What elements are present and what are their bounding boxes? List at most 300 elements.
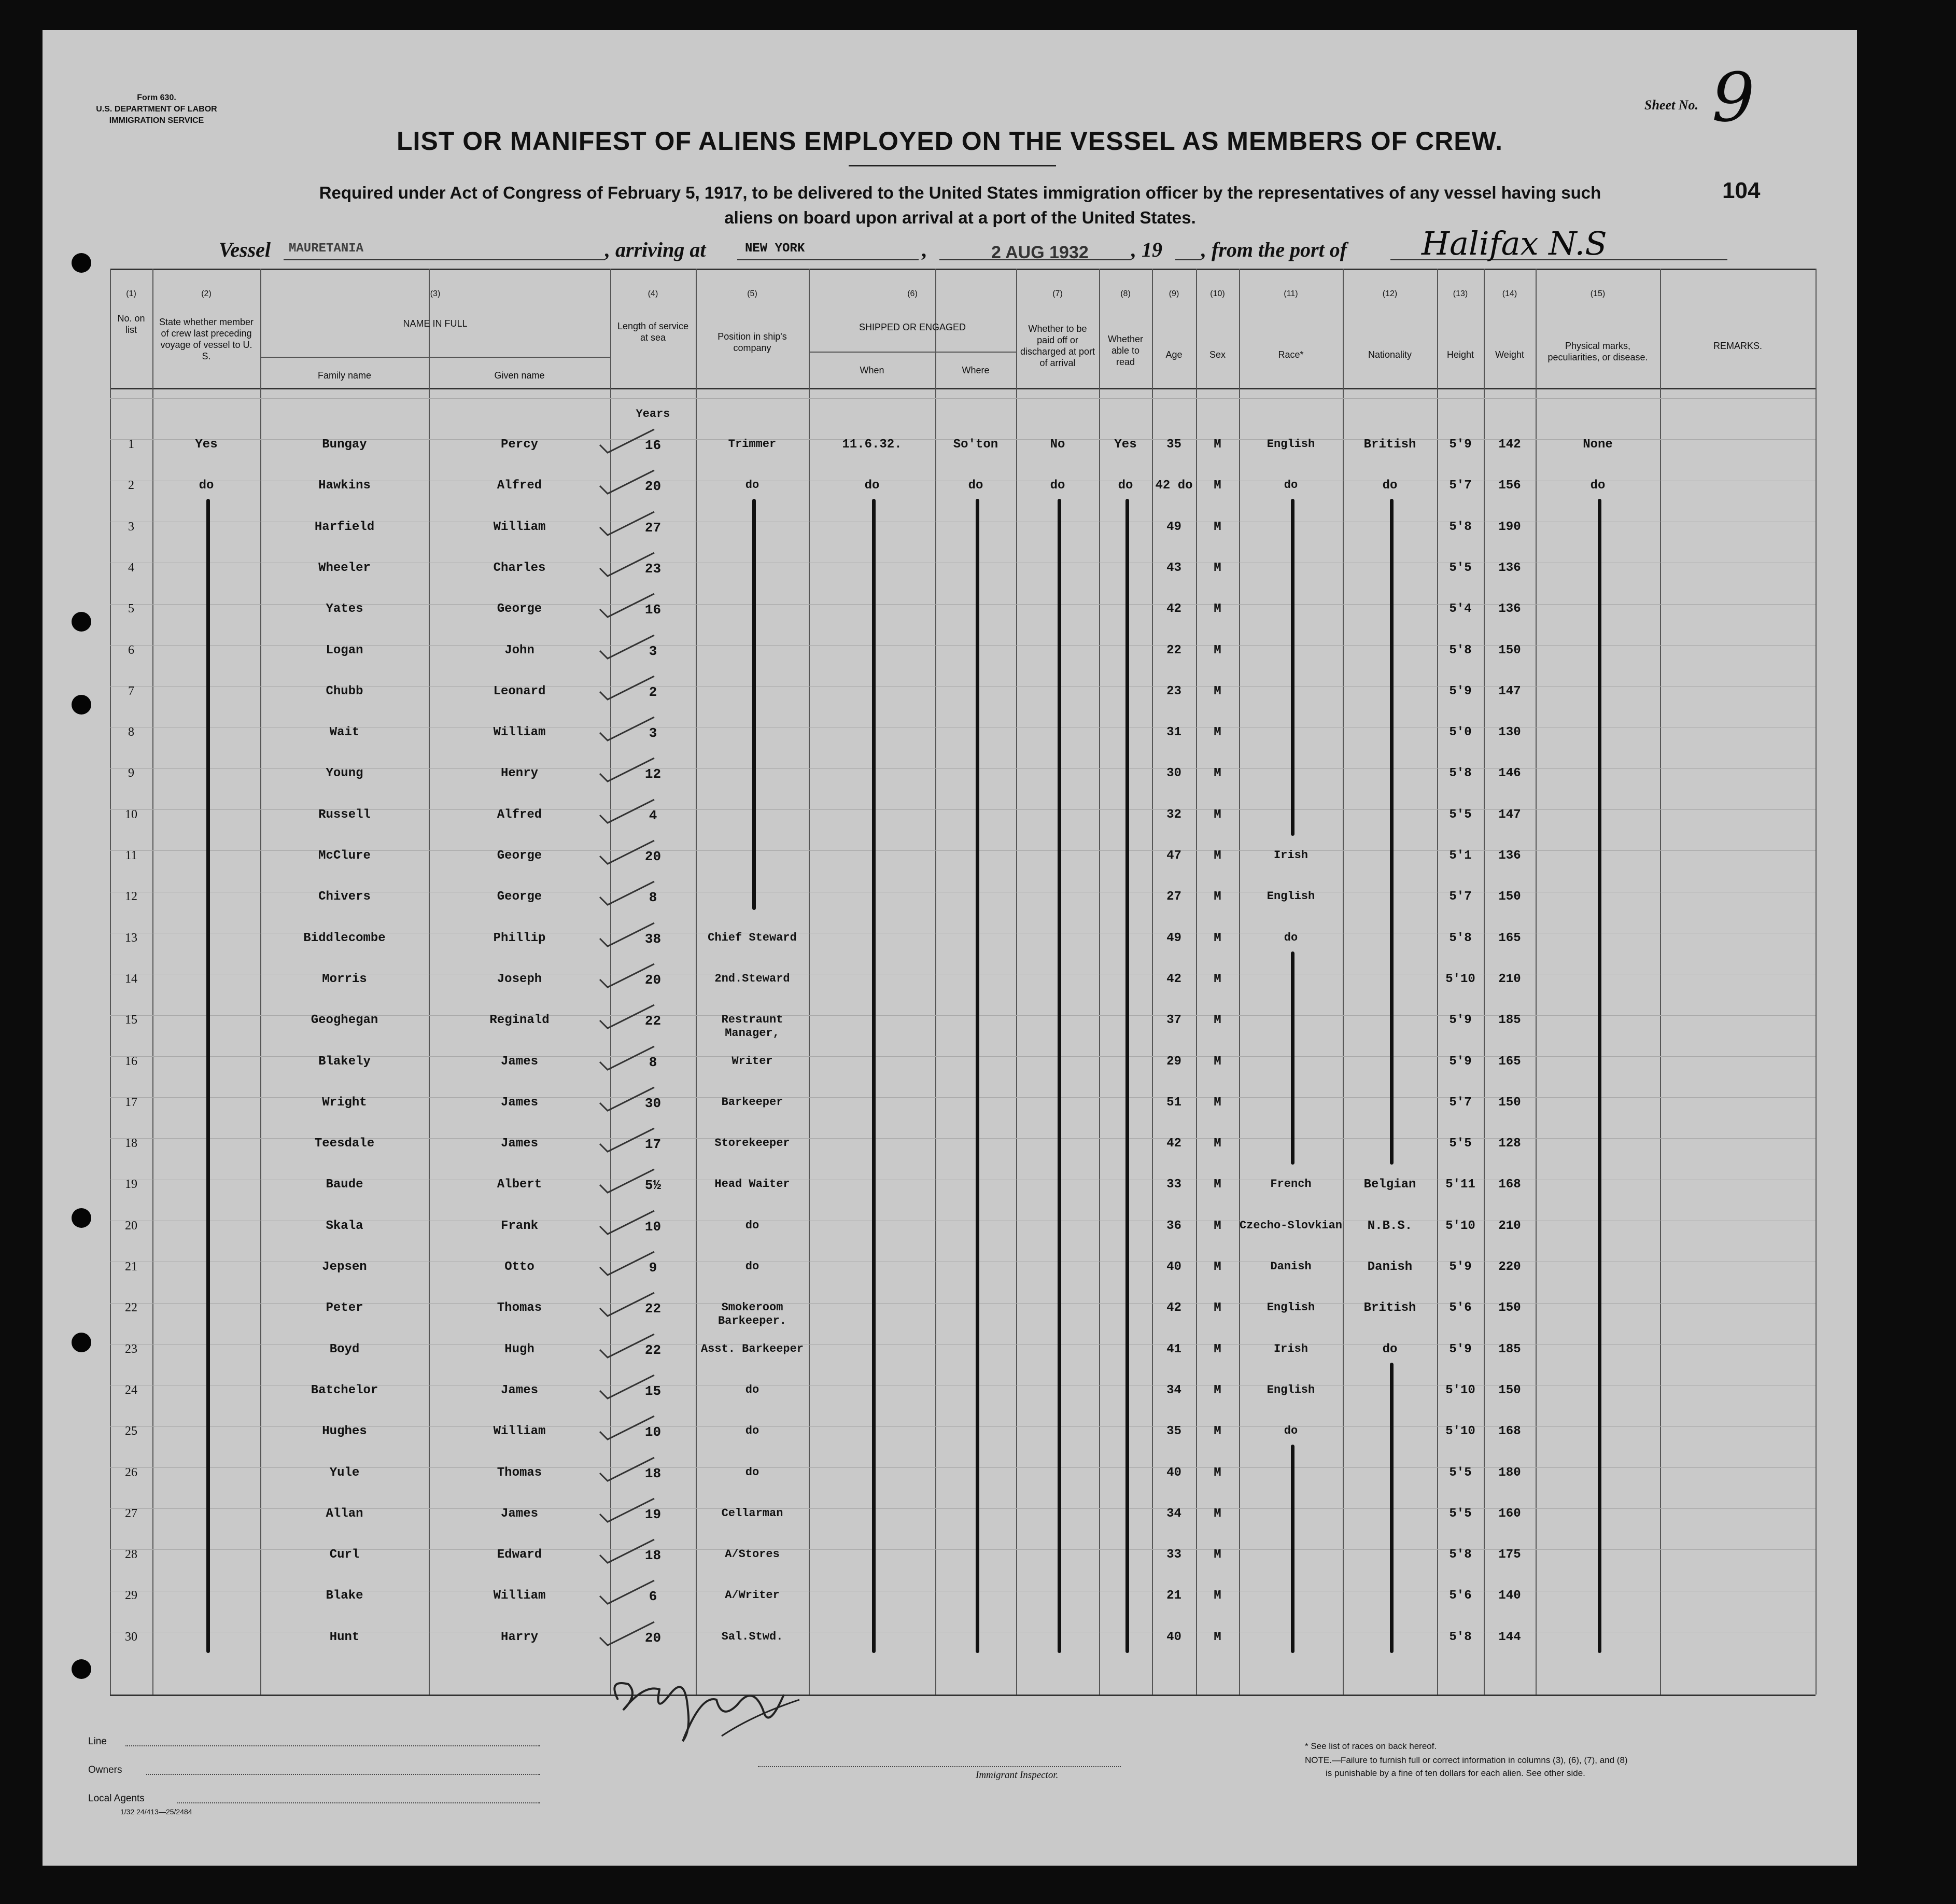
weight-cell: 168 [1498,1178,1521,1192]
row-number: 5 [128,602,134,616]
family-name-cell: Wait [329,725,360,740]
given-name-cell: George [497,849,542,863]
sex-cell: M [1214,438,1221,452]
given-name-cell: Charles [493,561,546,575]
weight-cell: 185 [1498,1342,1521,1356]
given-name-cell: Alfred [497,807,542,822]
family-name-cell: Logan [326,643,363,657]
age-cell: 23 [1166,684,1181,698]
row-number: 14 [125,972,137,986]
height-cell: 5'7 [1449,1095,1472,1110]
ditto-stroke [1058,499,1061,1653]
column-header: Age [1165,349,1183,360]
weight-cell: 144 [1498,1630,1521,1644]
note-line-2: is punishable by a fine of ten dollars for each alien. See other side. [1326,1768,1585,1778]
service-length-cell: 18 [644,1465,662,1481]
column-number: (12) [1382,289,1398,298]
row-number: 17 [125,1095,137,1109]
position-cell: Chief Steward [708,931,797,944]
weight-cell: 140 [1498,1589,1521,1603]
service-length-cell: 12 [644,766,662,782]
able-to-read-cell: Yes [1114,438,1137,452]
from-label: , from the port of [1201,238,1347,261]
sheet-number: 9 [1712,58,1755,137]
sex-cell: M [1214,807,1221,822]
position-cell: do [745,479,759,492]
row-number: 13 [125,931,137,945]
previous-voyage-cell: Yes [195,438,218,452]
given-name-cell: Phillip [493,931,546,945]
column-header: Whether to be paid off or discharged at port of arrival [1020,324,1095,368]
tally-check-mark [597,961,659,992]
family-name-cell: Geoghegan [311,1013,378,1028]
arriving-label: , arriving at [605,238,706,261]
service-length-cell: 3 [649,725,657,741]
race-cell: English [1267,1383,1315,1396]
age-cell: 32 [1166,807,1181,822]
given-name-cell: James [500,1506,538,1521]
weight-cell: 165 [1498,1054,1521,1069]
position-cell: do [745,1424,759,1438]
position-cell: Barkeeper [721,1095,783,1109]
sex-cell: M [1214,849,1221,863]
weight-cell: 220 [1498,1260,1521,1274]
age-cell: 47 [1166,849,1181,863]
sex-cell: M [1214,1095,1221,1110]
row-number: 18 [125,1137,137,1151]
height-cell: 5'8 [1449,1630,1472,1644]
column-header: Whether able to read [1107,334,1144,367]
owners-label: Owners [88,1765,122,1775]
position-cell: Writer [731,1054,773,1068]
row-number: 12 [125,890,137,904]
position-cell: Asst. Barkeeper [700,1342,804,1355]
position-cell: do [745,1465,759,1479]
height-cell: 5'5 [1449,561,1472,575]
family-name-cell: Hunt [329,1630,360,1644]
weight-cell: 150 [1498,1383,1521,1397]
column-number: (6) [907,289,918,298]
row-number: 24 [125,1383,137,1397]
sex-cell: M [1214,1589,1221,1603]
sex-cell: M [1214,1424,1221,1439]
inspector-dotted [758,1766,1121,1767]
race-cell: English [1267,438,1315,451]
tally-check-mark [597,550,659,581]
weight-cell: 190 [1498,520,1521,534]
grid-line [110,269,1816,270]
service-length-cell: 2 [649,684,657,700]
age-cell: 33 [1166,1178,1181,1192]
position-cell: A/Writer [725,1589,780,1602]
given-name-cell: James [500,1095,538,1110]
family-name-cell: Chivers [318,890,371,904]
family-name-cell: Teesdale [314,1137,375,1151]
row-number: 15 [125,1013,137,1027]
column-header: When [860,365,884,375]
row-number: 6 [128,643,134,657]
position-cell: do [745,1260,759,1273]
column-number: (5) [747,289,757,298]
family-name-cell: Peter [326,1301,363,1315]
ditto-stroke [752,499,756,910]
row-number: 16 [125,1054,137,1068]
family-name-cell: Blake [326,1589,363,1603]
note-line-1: NOTE.—Failure to furnish full or correct information in columns (3), (6), (7), and (8) [1305,1755,1628,1765]
service-length-cell: 15 [644,1383,662,1399]
column-header: Physical marks, peculiarities, or disease. [1547,341,1648,362]
ditto-stroke [976,499,979,1653]
given-name-cell: John [504,643,534,657]
comma-separator: , [921,238,926,261]
column-number: (3) [430,289,441,298]
vessel-name: MAURETANIA [289,242,364,256]
height-cell: 5'5 [1449,1137,1472,1151]
weight-cell: 165 [1498,931,1521,945]
family-name-cell: Chubb [326,684,363,698]
manifest-sheet [43,30,1857,1866]
age-cell: 30 [1166,766,1181,781]
tally-check-mark [597,1208,659,1239]
inspector-signature [597,1663,815,1752]
column-header: Sex [1209,349,1226,360]
ditto-stroke [1598,499,1601,1653]
service-length-cell: 22 [644,1342,662,1358]
tally-check-mark [597,715,659,746]
given-name-cell: Henry [500,766,538,781]
given-name-cell: James [500,1383,538,1397]
age-cell: 27 [1166,890,1181,904]
family-name-cell: Boyd [329,1342,360,1356]
tally-check-mark [597,1002,659,1033]
given-name-cell: Harry [500,1630,538,1644]
age-cell: 34 [1166,1383,1181,1397]
height-cell: 5'5 [1449,1506,1472,1521]
tally-check-mark [597,427,659,458]
age-cell: 29 [1166,1054,1181,1069]
service-length-cell: 6 [649,1589,657,1605]
column-number: (15) [1590,289,1606,298]
physical-marks-cell: do [1590,479,1606,493]
given-name-cell: George [497,602,542,617]
height-cell: 5'4 [1449,602,1472,617]
service-length-cell: 16 [644,438,662,453]
age-cell: 42 do [1155,479,1193,493]
race-cell: Danish [1270,1260,1312,1273]
sex-cell: M [1214,1342,1221,1356]
tally-check-mark [597,674,659,705]
sex-cell: M [1214,1301,1221,1315]
column-header: Position in ship's company [717,331,787,353]
row-number: 9 [128,766,134,780]
shipped-when-cell: 11.6.32. [842,438,902,452]
column-number: (4) [648,289,658,298]
sex-cell: M [1214,890,1221,904]
tally-check-mark [597,1332,659,1363]
column-header: State whether member of crew last preceding voyage of vessel to U. S. [159,317,254,361]
nationality-cell: Belgian [1363,1178,1416,1192]
height-cell: 5'10 [1445,1383,1475,1397]
age-cell: 31 [1166,725,1181,740]
height-cell: 5'1 [1449,849,1472,863]
given-name-cell: Albert [497,1178,542,1192]
sex-cell: M [1214,1219,1221,1233]
weight-cell: 150 [1498,1301,1521,1315]
column-header: NAME IN FULL [403,318,468,329]
column-header: No. on list [117,313,145,335]
service-length-cell: 27 [644,520,662,536]
height-cell: 5'8 [1449,931,1472,945]
age-cell: 42 [1166,602,1181,617]
owners-dotted [146,1774,540,1775]
row-number: 23 [125,1342,137,1356]
height-cell: 5'9 [1449,1260,1472,1274]
able-to-read-cell: do [1118,479,1133,493]
tally-check-mark [597,1496,659,1527]
row-number: 21 [125,1260,137,1273]
height-cell: 5'9 [1449,1054,1472,1069]
vessel-label: Vessel [219,238,271,261]
weight-cell: 128 [1498,1137,1521,1151]
family-name-cell: Skala [326,1219,363,1233]
weight-cell: 150 [1498,643,1521,657]
age-cell: 43 [1166,561,1181,575]
grid-line [110,1695,1816,1696]
height-cell: 5'9 [1449,684,1472,698]
sex-cell: M [1214,1178,1221,1192]
weight-cell: 175 [1498,1548,1521,1562]
service-length-cell: 20 [644,849,662,864]
position-cell: Storekeeper [714,1137,790,1150]
service-name: IMMIGRATION SERVICE [109,116,204,125]
column-header: REMARKS. [1713,341,1763,351]
height-cell: 5'10 [1445,972,1475,986]
service-length-cell: 20 [644,1630,662,1646]
tally-check-mark [597,633,659,664]
age-cell: 33 [1166,1548,1181,1562]
tally-check-mark [597,1290,659,1321]
nationality-cell: do [1382,479,1398,493]
service-length-cell: 20 [644,972,662,988]
race-cell: do [1284,931,1298,944]
service-length-cell: 20 [644,479,662,495]
inspector-label: Immigrant Inspector. [976,1770,1059,1781]
position-cell: Cellarman [721,1506,783,1520]
tally-check-mark [597,1578,659,1609]
column-header: Nationality [1368,349,1412,360]
age-cell: 35 [1166,438,1181,452]
service-length-cell: 10 [644,1424,662,1440]
tally-check-mark [597,1044,659,1075]
column-header: Family name [317,370,372,381]
family-name-cell: Allan [326,1506,363,1521]
family-name-cell: Bungay [322,438,367,452]
age-cell: 40 [1166,1465,1181,1480]
race-cell: Irish [1273,1342,1308,1355]
years-label: Years [636,408,670,421]
tally-check-mark [597,1249,659,1280]
height-cell: 5'8 [1449,643,1472,657]
given-name-cell: Percy [500,438,538,452]
service-length-cell: 17 [644,1137,662,1153]
height-cell: 5'11 [1445,1178,1475,1192]
binder-hole [72,1208,91,1228]
weight-cell: 180 [1498,1465,1521,1480]
ditto-stroke [206,499,210,1653]
position-cell: Smokeroom Barkeeper. [717,1301,787,1328]
tally-check-mark [597,879,659,910]
race-cell: Czecho-Slovkian [1239,1219,1343,1232]
family-name-cell: Harfield [314,520,375,534]
manifest-table [43,30,1857,1866]
ditto-stroke [1390,1363,1394,1653]
age-cell: 49 [1166,931,1181,945]
sex-cell: M [1214,1054,1221,1069]
row-number: 26 [125,1465,137,1479]
row-number: 25 [125,1424,137,1438]
row-number: 8 [128,725,134,739]
grid-line [1816,269,1817,1695]
sex-cell: M [1214,1383,1221,1397]
family-name-cell: Batchelor [311,1383,378,1397]
column-header: Given name [494,370,545,381]
subtitle-line-1: Required under Act of Congress of February 5, 1917, to be delivered to the United States immigration officer by the representatives of any vessel having such [319,183,1601,202]
sex-cell: M [1214,643,1221,657]
column-header: Race* [1278,349,1304,360]
given-name-cell: James [500,1054,538,1069]
weight-cell: 210 [1498,1219,1521,1233]
age-cell: 35 [1166,1424,1181,1439]
given-name-cell: Frank [500,1219,538,1233]
line-label: Line [88,1736,107,1747]
given-name-cell: William [493,1589,546,1603]
family-name-cell: Curl [329,1548,360,1562]
column-header: Weight [1495,349,1524,360]
row-number: 20 [125,1219,137,1233]
arriving-port: NEW YORK [745,242,805,256]
given-name-cell: Thomas [497,1465,542,1480]
family-name-cell: Jepsen [322,1260,367,1274]
weight-cell: 156 [1498,479,1521,493]
given-name-cell: Otto [504,1260,534,1274]
grid-line [260,357,610,358]
given-name-cell: Leonard [493,684,546,698]
age-cell: 34 [1166,1506,1181,1521]
page-stamp: 104 [1722,178,1761,203]
age-cell: 42 [1166,1301,1181,1315]
height-cell: 5'9 [1449,438,1472,452]
column-number: (8) [1120,289,1131,298]
local-agents-label: Local Agents [88,1793,145,1804]
column-header: Height [1446,349,1474,360]
age-cell: 37 [1166,1013,1181,1028]
column-header: Where [962,365,990,375]
height-cell: 5'7 [1449,890,1472,904]
height-cell: 5'5 [1449,807,1472,822]
tally-check-mark [597,1167,659,1198]
grid-line [809,352,1016,353]
sex-cell: M [1214,931,1221,945]
ditto-stroke [1291,499,1294,835]
column-number: (10) [1210,289,1225,298]
race-cell: English [1267,1301,1315,1314]
position-cell: Trimmer [728,438,777,451]
height-cell: 5'10 [1445,1424,1475,1439]
page-title: LIST OR MANIFEST OF ALIENS EMPLOYED ON THE VESSEL AS MEMBERS OF CREW. [397,127,1503,156]
tally-check-mark [597,591,659,622]
binder-hole [72,253,91,273]
sex-cell: M [1214,1013,1221,1028]
nationality-cell: British [1363,1301,1416,1315]
race-cell: do [1284,1424,1298,1438]
sheet-number-label: Sheet No. [1644,97,1698,113]
row-number: 29 [125,1589,137,1603]
tally-check-mark [597,1373,659,1404]
service-length-cell: 16 [644,602,662,618]
service-length-cell: 19 [644,1506,662,1522]
weight-cell: 146 [1498,766,1521,781]
weight-cell: 136 [1498,561,1521,575]
shipped-where-cell: do [968,479,983,493]
previous-voyage-cell: do [199,479,214,493]
grid-line [110,388,1816,389]
weight-cell: 147 [1498,684,1521,698]
shipped-where-cell: So'ton [953,438,998,452]
sex-cell: M [1214,1630,1221,1644]
given-name-cell: William [493,520,546,534]
race-cell: Irish [1273,849,1308,862]
row-number: 10 [125,807,137,821]
sex-cell: M [1214,766,1221,781]
tally-check-mark [597,838,659,869]
weight-cell: 150 [1498,890,1521,904]
sex-cell: M [1214,561,1221,575]
family-name-cell: Baude [326,1178,363,1192]
row-number: 22 [125,1301,137,1315]
race-cell: English [1267,890,1315,903]
grid-line [1660,269,1661,1695]
weight-cell: 168 [1498,1424,1521,1439]
service-length-cell: 22 [644,1013,662,1029]
family-name-cell: Young [326,766,363,781]
row-number: 30 [125,1630,137,1644]
service-length-cell: 18 [644,1548,662,1564]
sex-cell: M [1214,1137,1221,1151]
column-number: (13) [1453,289,1468,298]
paid-off-cell: do [1050,479,1065,493]
weight-cell: 130 [1498,725,1521,740]
family-name-cell: McClure [318,849,371,863]
weight-cell: 136 [1498,849,1521,863]
binder-hole [72,1333,91,1352]
row-number: 28 [125,1548,137,1562]
weight-cell: 210 [1498,972,1521,986]
given-name-cell: William [493,1424,546,1439]
family-name-cell: Russell [318,807,371,822]
height-cell: 5'5 [1449,1465,1472,1480]
nationality-cell: N.B.S. [1367,1219,1413,1233]
ditto-stroke [1291,951,1294,1165]
column-number: (11) [1284,289,1298,298]
column-number: (14) [1502,289,1517,298]
binder-hole [72,1659,91,1679]
agents-dotted [177,1802,540,1803]
ditto-stroke [1125,499,1129,1653]
height-cell: 5'7 [1449,479,1472,493]
age-cell: 21 [1166,1589,1181,1603]
service-length-cell: 10 [644,1219,662,1235]
family-name-cell: Wright [322,1095,367,1110]
